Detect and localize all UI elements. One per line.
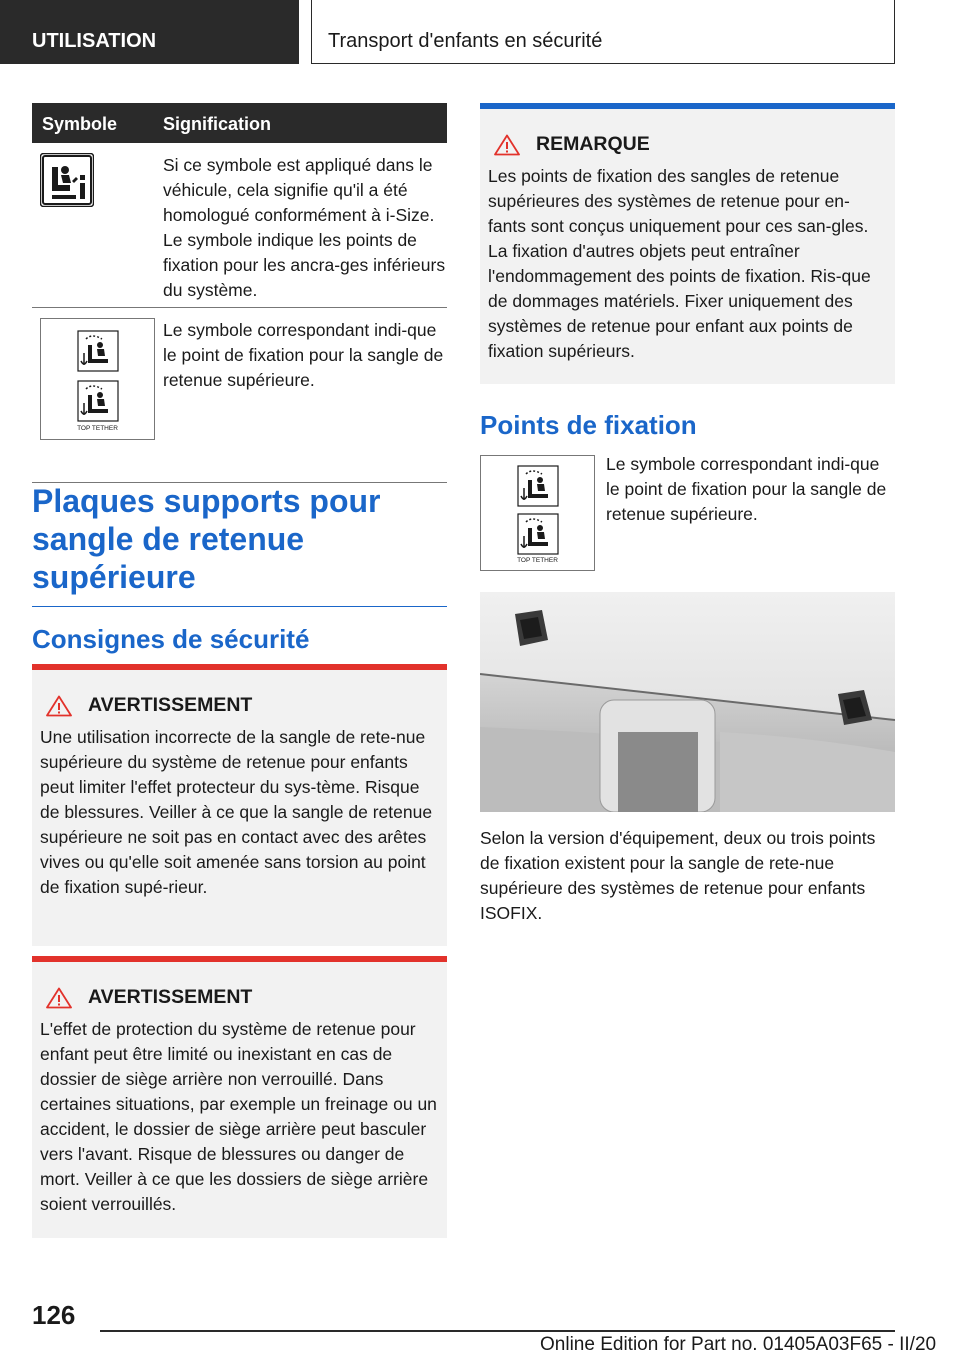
note-title: REMARQUE bbox=[536, 133, 650, 155]
symbol-table bbox=[32, 103, 447, 483]
header-chapter-label: Transport d'enfants en sécurité bbox=[328, 30, 603, 52]
header-section-label: UTILISATION bbox=[32, 30, 157, 52]
fixation-symbol-text: Le symbole correspondant indi-que le point de fixation pour la sangle de retenue supérieure. bbox=[606, 454, 887, 524]
warning-title: AVERTISSEMENT bbox=[88, 694, 253, 716]
table-row bbox=[32, 143, 447, 308]
warning-box bbox=[32, 956, 447, 1238]
note-box bbox=[480, 103, 895, 384]
warning-text: L'effet de protection du système de retenue pour enfant peut être limité ou inexistant en cas de dossier de siège arrière non verrouillé. Dans certaines situations, par exemple un freinage ou un accident, le dossier de siège arrière peut basculer vers l'avant. Risque de blessures ou danger de mort. Veiller à ce que les dossiers de siège arrière soient verrouillés. bbox=[40, 1019, 437, 1214]
table-header-symbol: Symbole bbox=[42, 114, 118, 134]
photo-caption: Selon la version d'équipement, deux ou trois points de fixation existent pour la sangle de rete-nue supérieure des systèmes de retenue pour enfants ISOFIX. bbox=[480, 828, 876, 923]
warning-box bbox=[32, 664, 447, 946]
warning-triangle-icon bbox=[46, 695, 72, 717]
fixation-heading: Points de fixation bbox=[480, 410, 697, 440]
footer-divider bbox=[100, 1330, 895, 1332]
section-heading: Plaques supports pour sangle de retenue supérieure bbox=[32, 482, 447, 607]
warning-text: Une utilisation incorrecte de la sangle de rete-nue supérieure du système de retenue pour enfants peut limiter l'effet protecteur du sys-tème. Risque de blessures. Veiller à ce que la sangle de retenue supérieure ne soit pas en contact avec des arêtes vives ou qu'elle soit amenée sans torsion au point de fixation supé-rieur. bbox=[40, 727, 433, 897]
top-tether-label: TOP TETHER bbox=[77, 425, 118, 432]
rear-shelf-anchor-photo bbox=[480, 592, 895, 812]
top-tether-anchor-icon bbox=[40, 318, 155, 440]
header-section-tab bbox=[0, 0, 299, 64]
warning-title: AVERTISSEMENT bbox=[88, 986, 253, 1008]
table-row bbox=[32, 308, 447, 483]
table-cell-text: Le symbole correspondant indi-que le point de fixation pour la sangle de retenue supérieure. bbox=[163, 320, 444, 390]
footer-edition: Online Edition for Part no. 01405A03F65 - II/20 bbox=[540, 1334, 937, 1355]
top-tether-anchor-icon bbox=[480, 455, 595, 571]
caution-triangle-icon bbox=[494, 134, 520, 156]
header-chapter-tab bbox=[311, 0, 895, 64]
table-header bbox=[32, 103, 447, 143]
table-header-meaning: Signification bbox=[163, 114, 271, 134]
page-number: 126 bbox=[32, 1300, 76, 1330]
note-text: Les points de fixation des sangles de retenue supérieures des systèmes de retenue pour en-fants sont conçus uniquement pour ces san-gles. La fixation d'autres objets peut entraîner l'endommagement des points de fixation. Ris-que de dommages matériels. Fixer uniquement des systèmes de retenue pour enfant aux points de fixation supérieurs. bbox=[488, 166, 871, 361]
warning-triangle-icon bbox=[46, 987, 72, 1009]
safety-subheading: Consignes de sécurité bbox=[32, 624, 310, 654]
table-cell-text: Si ce symbole est appliqué dans le véhicule, cela signifie qu'il a été homologué conformément à i-Size. Le symbole indique les points de fixation pour les ancra-ges inférieurs du système. bbox=[163, 155, 446, 300]
isize-child-seat-icon bbox=[40, 153, 94, 207]
top-tether-label: TOP TETHER bbox=[517, 557, 558, 564]
